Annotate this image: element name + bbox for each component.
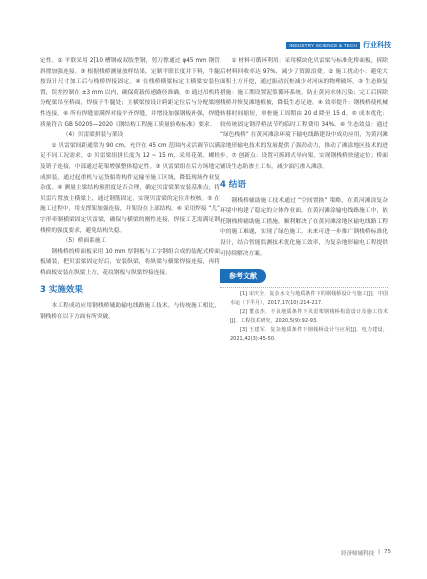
references-box: [220, 269, 388, 344]
reference-item: [1] 宋庆全．复杂水文与地质条件下的钢栈桥设计与施工[J]．中国水运（下半月），2017,17(10):214-217.: [230, 291, 388, 307]
separator: |: [378, 549, 380, 555]
section-tag-chinese: 行业科技: [363, 41, 391, 49]
section-tag-english: INDUSTRY SCIENCE & TECH: [286, 42, 360, 49]
references-title: 参考文献: [220, 269, 266, 283]
paragraph: ① 贝雷梁间距通常为 90 cm，允许在 45 cm 范围内灵活调节以满足不同工况需求。② 贝雷梁组拼长度为 12 ~ 15 m，采用花架、螺栓及销子连接，中部通过花架增强整体稳定性。③ 贝雷梁组在后方场地完成拼装，通过起重机与运货船将构件运输至施工区域，降低现场作业复杂度。④ 测量主梁结构预拱度是否合理，确定贝雷梁架安装基准点；将贝雷片置放主横梁上，通过钢筋固定，实现贝雷梁的定位并校核。⑤ 在施工过程中，用支撑架加强连接，并架设在上部结构。⑥ 采用焊接 “儿” 字形牵制横梁固定贝雷梁，确保与横梁的刚性连接，焊接工艺需满足钢栈桥的强度要求，避免结构失稳。: [40, 142, 220, 234]
section-header-tag: [286, 40, 391, 50]
references-list: [220, 287, 388, 344]
paragraph: ① 材料可循环利用：采用模块化贝雷梁与标准化桥面板，拆除后材料回收率达 97%，减少了资源浪费。② 施工扰动小：避免大面积土方开挖，通过振动沉桩减少对河床的物理破坏。③ 生态修复措施：施工期设置泥浆循环系统，防止黄河水体污染；完工后拆除栈桥并恢复滩地植被，降低生态足迹。④ 效率提升：钢栈桥使机械转移时间缩短，单桩施工周期由 20 d 降至 15 d。⑤ 成本优化：较传统固定钢浮桥法节约临时工程费用 34%。⑥ 生态效益：通过 “绿色栈桥” 在黄河滩涂环境下输电线路建设中成功应用，为黄河滩涂地形输电技术的发展提供了强劲动力，推动了滩涂地区技术的进步。⑦ 创新点：设置可拆卸式导向架，实现钢栈桥快速定位；桥面铺设生态防渗土工布，减少油污渗入滩涂。: [220, 58, 388, 170]
right-column: [220, 56, 388, 344]
reference-item: [2] 董彦杰．不良地质条件下贝雷架钢栈桥构造设计及施工技术[J]．工程技术研究，2020,5(9):92-93.: [230, 309, 388, 325]
left-column: [40, 56, 220, 323]
section-heading-3: 3 实施效果: [40, 285, 83, 296]
subheading: （5）桥面系施工: [62, 238, 107, 245]
page-footer: [341, 549, 391, 557]
subheading: （4）贝雷梁拼装与架设: [62, 132, 124, 139]
paragraph: 定性。② 平联采用 2[10 槽钢或双肢型钢，剪刀撑通过 φ45 mm 钢管斜撑加强连接。③ 根据栈桥测量放样结果，定制平联长度并下料，牛腿按设计尺寸加工后与栈桥焊接固定。④ 在栈桥横梁标定主横梁安装位置，误差控制在 ±3 mm 以内，确保荷载传递路径准确。⑤ 通过吊机将分配梁吊至桥面，焊接于牛腿处；主横梁按设计跨距定位后与分配梁刚性连接。⑥ 所有焊缝需满焊对接平齐焊缝，并增设加强钢板补强，焊缝质量符合 GB 50205—2020《钢结构工程施工质量验收标准》要求。: [40, 58, 220, 128]
paragraph: 本工程成功应用钢栈桥辅助输电线路施工技术。与传统施工相比，钢栈桥在以下方面有所突破。: [40, 303, 220, 321]
page-number: 75: [384, 549, 391, 555]
paragraph: 钢栈桥辅助施工技术通过 “空间置换” 策略，在黄河滩涂复杂环境中构建了稳定的立体作业面。在黄河滩涂输电线路施工中，依托钢栈桥辅助施工措施，顺利解决了在黄河滩涂地区输电线路工程中的施工难题，实现了绿色施工。未来可进一步推广钢栈桥标准化设计，结合智能监测技术优化施工效率，为复杂地形输电工程提供可持续解决方案。: [220, 197, 388, 257]
journal-name: 经济师辅科技: [341, 551, 375, 557]
reference-item: [3] 王建军．复杂地质条件下钢栈桥设计与应用[J]．电力建设，2021,42(3):45-50.: [230, 327, 388, 343]
paragraph: 钢栈桥的桥面板采用 10 mm 厚钢板与工字钢组合成的装配式桥面板铺装，把贝雷梁固定好后，安装纵梁，将纵梁与横梁焊接连接，再将桥面板安装在纵梁上方，花纹钢板与纵梁焊接连接。: [40, 248, 220, 276]
section-heading-4: 4 结语: [220, 179, 246, 190]
